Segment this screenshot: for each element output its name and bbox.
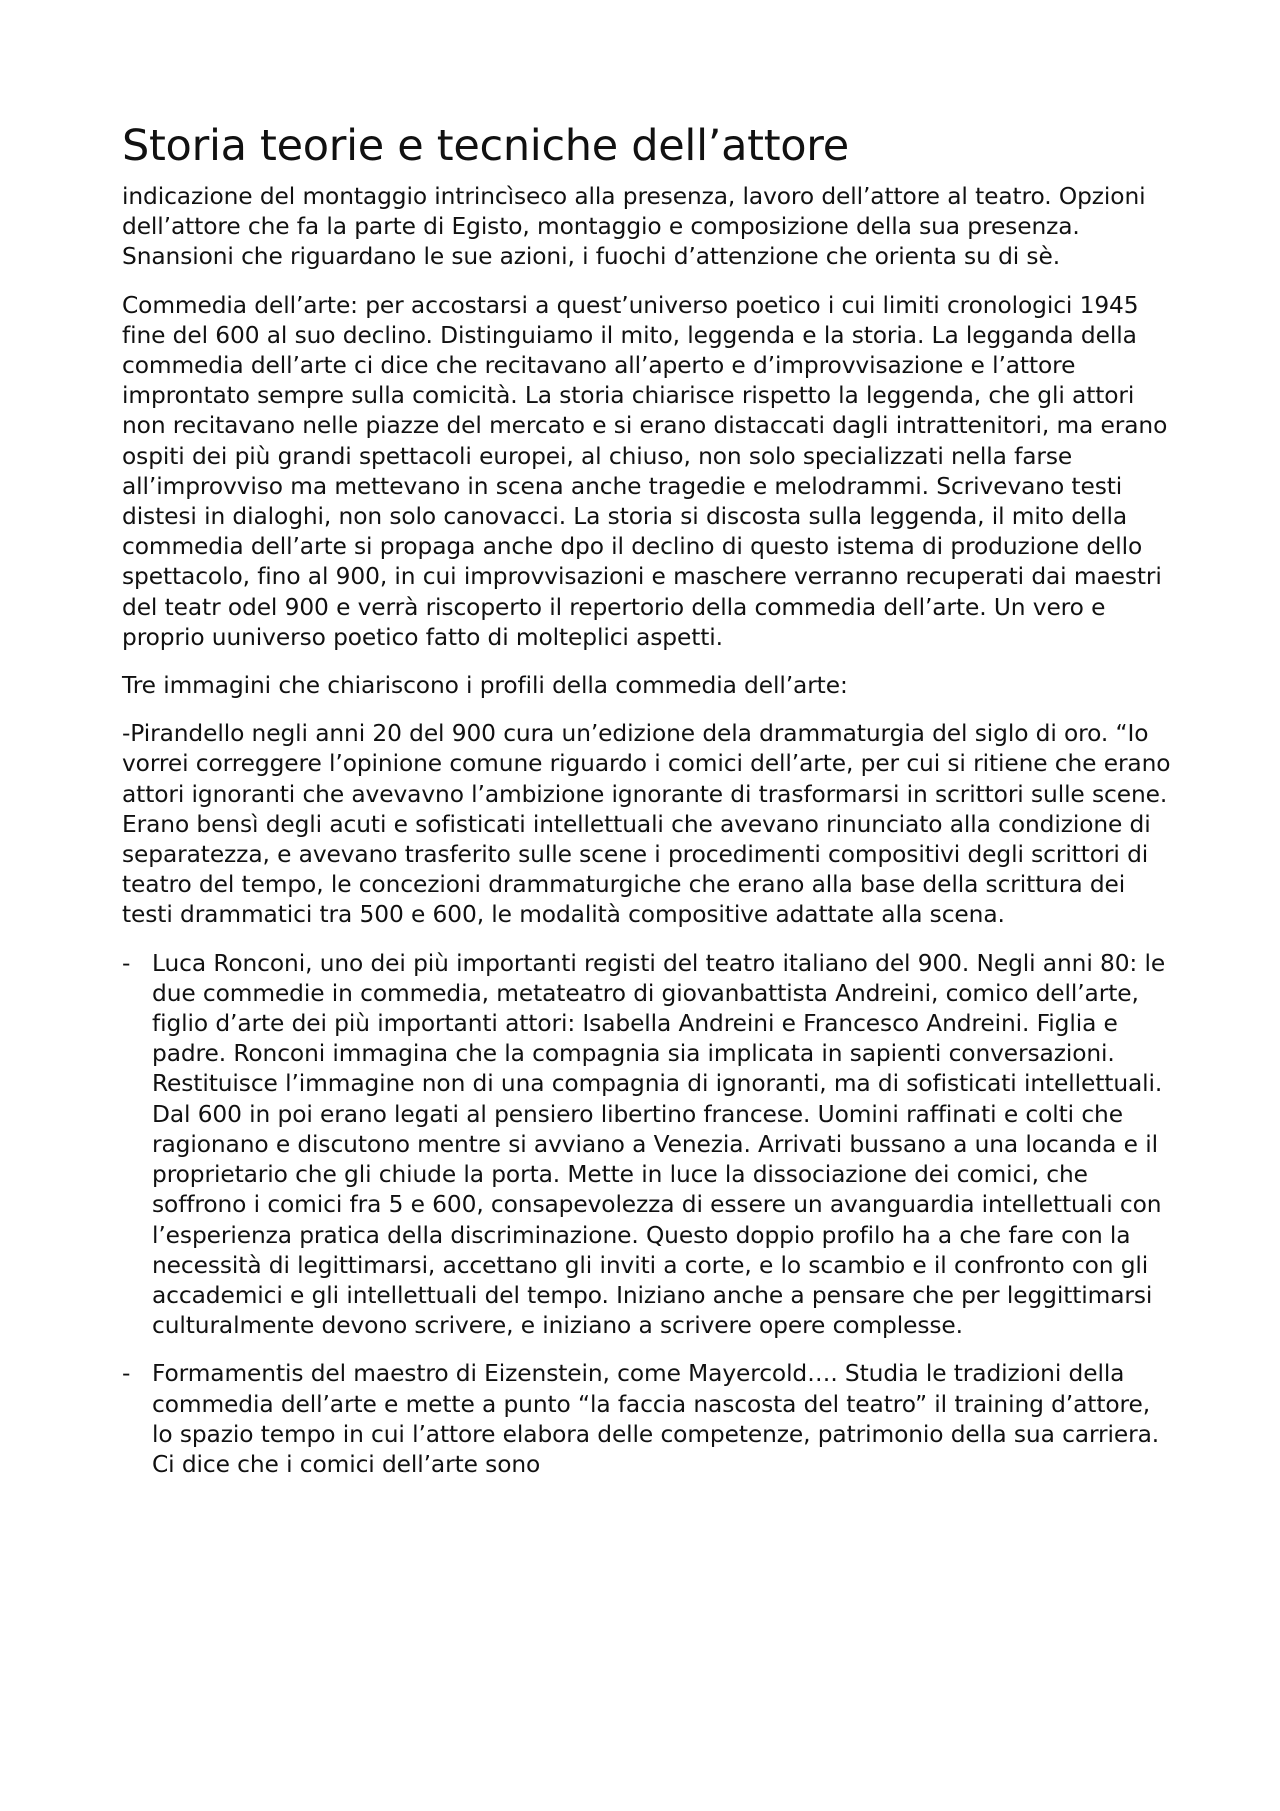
page-title: Storia teorie e tecniche dell’attore — [122, 121, 849, 171]
list-item-ronconi — [122, 949, 1172, 1342]
paragraph-commedia-dellarte: Commedia dell’arte: per accostarsi a quest’universo poetico i cui limiti cronologici 1945 fine del 600 al suo declino. Distinguiamo il mito, leggenda e la storia. La legganda della commedia dell’arte ci dice che recitavano all’aperto e d’improvvisazione e l’attore improntato sempre sulla comicità. La storia chiarisce rispetto la leggenda, che gli attori non recitavano nelle piazze del mercato e si erano distaccati dagli intrattenitori, ma erano ospiti dei più grandi spettacoli europei, al chiuso, non solo specializzati nella farse all’improvviso ma mettevano in scena anche tragedie e melodrammi. Scrivevano testi distesi in dialoghi, non solo canovacci. La storia si discosta sulla leggenda, il mito della commedia dell’arte si propaga anche dpo il declino di questo istema di produzione dello spettacolo, fino al 900, in cui improvvisazioni e maschere verranno recuperati dai maestri del teatr odel 900 e verrà riscoperto il repertorio della commedia dell’arte. Un vero e proprio uuniverso poetico fatto di molteplici aspetti. — [122, 291, 1168, 651]
paragraph-tre-immagini: Tre immagini che chiariscono i profili della commedia dell’arte: — [122, 672, 848, 700]
list-item-formamentis — [122, 1359, 1172, 1480]
list-item-text: Formamentis del maestro di Eizenstein, come Mayercold…. Studia le tradizioni della commedia dell’arte e mette a punto “la faccia nascosta del teatro” il training d’attore, lo spazio tempo in cui l’attore elabora delle competenze, patrimonio della sua carriera. Ci dice che i comici dell’arte sono — [152, 1360, 1160, 1478]
paragraph-intro: indicazione del montaggio intrincìseco alla presenza, lavoro dell’attore al teatro. Opzioni dell’attore che fa la parte di Egisto, montaggio e composizione della sua presenza. Snansioni che riguardano le sue azioni, i fuochi d’attenzione che orienta su di sè. — [122, 183, 1146, 271]
document-page — [122, 118, 1172, 1498]
list-item-text: Luca Ronconi, uno dei più importanti registi del teatro italiano del 900. Negli anni 80: le due commedie in commedia, metateatro di giovanbattista Andreini, comico dell’arte, figlio d’arte dei più importanti attori: Isabella Andreini e Francesco Andreini. Figlia e padre. Ronconi immagina che la compagnia sia implicata in sapienti conversazioni. Restituisce l’immagine non di una compagnia di ignoranti, ma di sofisticati intellettuali. Dal 600 in poi erano legati al pensiero libertino francese. Uomini raffinati e colti che ragionano e discutono mentre si avviano a Venezia. Arrivati bussano a una locanda e il proprietario che gli chiude la porta. Mette in luce la dissociazione dei comici, che soffrono i comici fra 5 e 600, consapevolezza di essere un avanguardia intellettuali con l’esperienza pratica della discriminazione. Questo doppio profilo ha a che fare con la necessità di legittimarsi, accettano gli inviti a corte, e lo scambio e il confronto con gli accademici e gli intellettuali del tempo. Iniziano anche a pensare che per leggittimarsi culturalmente devono scrivere, e iniziano a scrivere opere complesse. — [152, 949, 1166, 1340]
paragraph-pirandello: -Pirandello negli anni 20 del 900 cura un’edizione dela drammaturgia del siglo di oro. “Io vorrei correggere l’opinione comune riguardo i comici dell’arte, per cui si ritiene che erano attori ignoranti che avevavno l’ambizione ignorante di trasformarsi in scrittori sulle scene. Erano bensì degli acuti e sofisticati intellettuali che avevano rinunciato alla condizione di separatezza, e avevano trasferito sulle scene i procedimenti compositivi degli scrittori di teatro del tempo, le concezioni drammaturgiche che erano alla base della scrittura dei testi drammatici tra 500 e 600, le modalità compositive adattate alla scena. — [122, 720, 1171, 929]
bullet-dash: - — [122, 1360, 131, 1388]
bullet-dash: - — [122, 949, 131, 977]
